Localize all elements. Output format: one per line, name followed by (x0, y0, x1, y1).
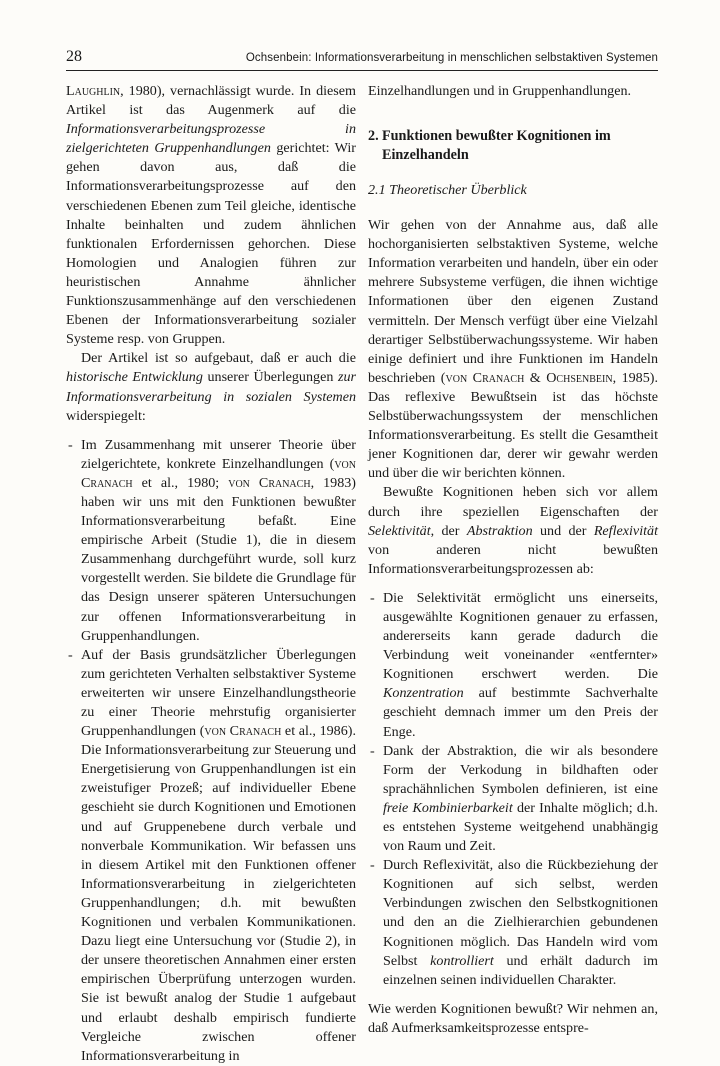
emphasis: freie Kombinierbarkeit (383, 799, 513, 816)
section-heading: 2. Funktionen bewußter Kognitionen im Einzelhandeln (368, 128, 611, 164)
subsection-heading: 2.1 Theoretischer Überblick (368, 182, 527, 199)
emphasis: Konzentration (383, 685, 464, 702)
emphasis: Reflexivität (593, 522, 658, 539)
citation-author: von Cranach & Ochsenbein (445, 369, 613, 386)
list-item: - Dank der Abstraktion, die wir als besondere Form der Verkodung in bildhaften oder sprachähnlichen Symbolen definieren, ist eine freie Kombinierbarkeit der Inhalte möglich; d.h. es entstehen Systeme weitgehend unabhängig von Raum und Zeit. (368, 742, 658, 857)
page-number: 28 (66, 48, 82, 65)
page-header (66, 48, 658, 71)
emphasis: Informationsverarbeitungsprozesse in zielgerichteten Gruppenhandlungen (66, 121, 356, 157)
citation-author: Laughlin (66, 83, 121, 99)
list-item: - Auf der Basis grundsätzlicher Überlegungen zum gerichteten Verhalten selbstaktiver Systeme erweiterten wir unsere Einzelhandlungstheorie zu einer Theorie mehrstufig organisierter Gruppenhandlungen (von Cranach et al., 1986). Die Informationsverarbeitung zur Steuerung und Energetisierung von Gruppenhandlungen ist ein zweistufiger Prozeß; auf individueller Ebene geschieht sie durch Kognitionen und Emotionen und auf Gruppenebene durch verbale und nonverbale Kommunikation. Wir befassen uns in diesem Artikel mit den Funktionen offener Informationsverarbeitung in zielgerichteten Gruppenhandlungen; d.h. mit bewußten Kognitionen und verbalen Kommunikationen. Dazu liegt eine Untersuchung vor (Studie 2), in der unsere theoretischen Annahmen einer ersten empirischen Überprüfung unterzogen wurden. Sie ist bewußt analog der Studie 1 aufgebaut und erlaubt deshalb empirisch fundierte Vergleiche zwischen offener Informationsverarbeitung in (66, 646, 356, 1066)
emphasis: historische Entwicklung (66, 369, 203, 386)
list-item: - Durch Reflexivität, also die Rückbeziehung der Kognitionen auf sich selbst, werden Verbindungen zwischen den Selbstkognitionen und den an die Zielhierarchien gebundenen Kognitionen möglich. Das Handeln wird vom Selbst kontrolliert und erhält dadurch im einzelnen seinen individuellen Charakter. (368, 856, 658, 990)
citation-author: von Cranach (204, 723, 282, 740)
paragraph: Wir gehen von der Annahme aus, daß alle hochorganisierten selbstaktiven Systeme, welche Information verarbeiten und handeln, über ein oder mehrere Subsysteme verfügen, die ihnen wichtige Informationen über den eigenen Zustand vermitteln. Der Mensch verfügt über eine Vielzahl derartiger Selbstüberwachungssysteme. Wir haben einige definiert und ihre Funktionen im Handeln beschrieben (von Cranach & Ochsenbein, 1985). Das reflexive Bewußtsein ist das höchste Selbstüberwachungssystem der menschlichen Informationsverarbeitung. Es stellt die Gesamtheit jener Kognitionen dar, derer wir gewahr werden und über die wir berichten können. (368, 217, 658, 482)
paragraph: Der Artikel ist so aufgebaut, daß er auch die historische Entwicklung unserer Überlegungen zur Informationsverarbeitung in sozialen Systemen widerspiegelt: (66, 350, 356, 424)
running-title: Ochsenbein: Informationsverarbeitung in menschlichen selbstaktiven Systemen (245, 52, 658, 64)
emphasis: Abstraktion (466, 522, 533, 539)
citation-author: von Cranach (228, 474, 311, 491)
paragraph: Laughlin, 1980), vernachlässigt wurde. In diesem Artikel ist das Augenmerk auf die Informationsverarbeitungsprozesse in zielgerichteten Gruppenhandlungen gerichtet: Wir gehen davon aus, daß die Informationsverarbeitungsprozesse auf den verschiedenen Ebenen zum Teil gleiche, identische Inhalte beinhalten und zudem ähnlichen funktionalen Erfordernissen gehorchen. Diese Homologien und Analogien führen zur heuristischen Annahme ähnlicher Funktionszusammenhänge auf den verschiedenen Ebenen der Informationsverarbeitung sozialer Systeme resp. von Gruppen. (66, 83, 356, 348)
paragraph: Wie werden Kognitionen bewußt? Wir nehmen an, daß Aufmerksamkeitsprozesse entspre- (368, 1000, 658, 1036)
list-item: - Im Zusammenhang mit unserer Theorie über zielgerichtete, konkrete Einzelhandlungen (von Cranach et al., 1980; von Cranach, 1983) haben wir uns mit den Funktionen bewußter Informationsverarbeitung befaßt. Eine empirische Arbeit (Studie 1), die in diesem Zusammenhang durchgeführt wurde, soll kurz vorgestellt werden. Sie bildete die Grundlage für das Design unserer späteren Untersuchungen zur offenen Informationsverarbeitung in Gruppenhandlungen. (66, 436, 356, 646)
emphasis: kontrolliert (430, 952, 494, 969)
dash-list (368, 589, 658, 990)
paragraph: Bewußte Kognitionen heben sich vor allem durch ihre speziellen Eigenschaften der Selektivität, der Abstraktion und der Reflexivität von anderen nicht bewußten Informationsverarbeitungsprozessen ab: (368, 484, 658, 577)
list-item: - Die Selektivität ermöglicht uns einerseits, ausgewählte Kognitionen genauer zu erfassen, andererseits kann gerade dadurch die Verbindung weit voneinander «entfernter» Kognitionen erschwert werden. Die Konzentration auf bestimmte Sachverhalte geschieht demnach immer um den Preis der Enge. (368, 589, 658, 742)
paragraph: Einzelhandlungen und in Gruppenhandlungen. (368, 83, 632, 99)
emphasis: zur Informationsverarbeitung in sozialen Systemen (66, 369, 356, 405)
citation-author: von Cranach (81, 455, 356, 491)
right-column (368, 82, 658, 1038)
left-column (66, 82, 356, 1066)
emphasis: Selektivität (368, 522, 431, 539)
dash-list (66, 436, 356, 1066)
